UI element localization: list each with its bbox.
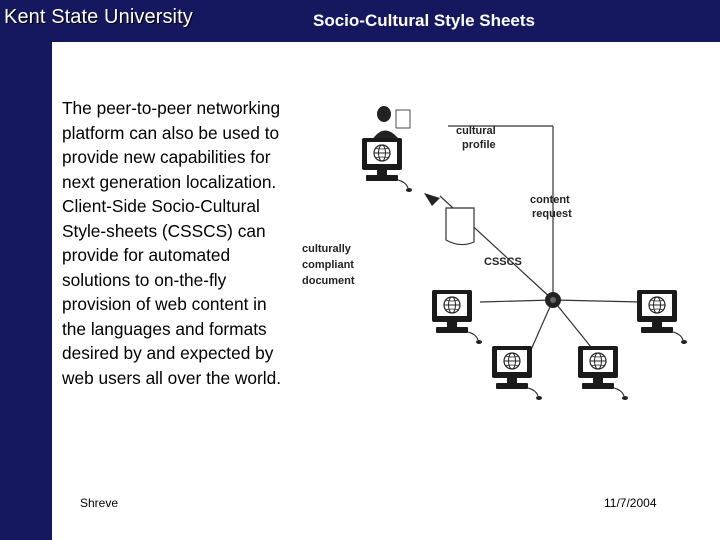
computer-icon: [637, 290, 687, 344]
computer-icon: [362, 138, 412, 192]
label-profile-line2: profile: [462, 139, 496, 151]
label-csscs: CSSCS: [484, 256, 522, 268]
document-icon: [446, 208, 474, 245]
computer-icon: [432, 290, 482, 344]
hub-node-icon: [545, 292, 561, 308]
label-document: document: [302, 275, 355, 287]
arrow-head: [424, 193, 440, 206]
computer-icon: [578, 346, 628, 400]
label-compliant: compliant: [302, 259, 354, 271]
computer-icon: [492, 346, 542, 400]
label-culturally: culturally: [302, 243, 351, 255]
slide-title: Socio-Cultural Style Sheets: [313, 11, 535, 30]
label-request-line2: request: [532, 208, 572, 220]
footer-date: 11/7/2004: [604, 496, 657, 510]
user-icon: [372, 106, 410, 140]
brand-title: Kent State University: [4, 6, 193, 28]
label-content-line1: content: [530, 194, 570, 206]
label-cultural-line1: cultural: [456, 125, 496, 137]
footer-author: Shreve: [80, 496, 119, 510]
body-paragraph: The peer-to-peer networking platform can also be used to provide new capabilities for next generation localization. Client-Side Socio-Cultural Style-sheets (CSSCS) can provide for automated solutions to on-the-fly provision of web content in the languages and formats desired by and expected by web users all over the world.: [62, 98, 281, 388]
